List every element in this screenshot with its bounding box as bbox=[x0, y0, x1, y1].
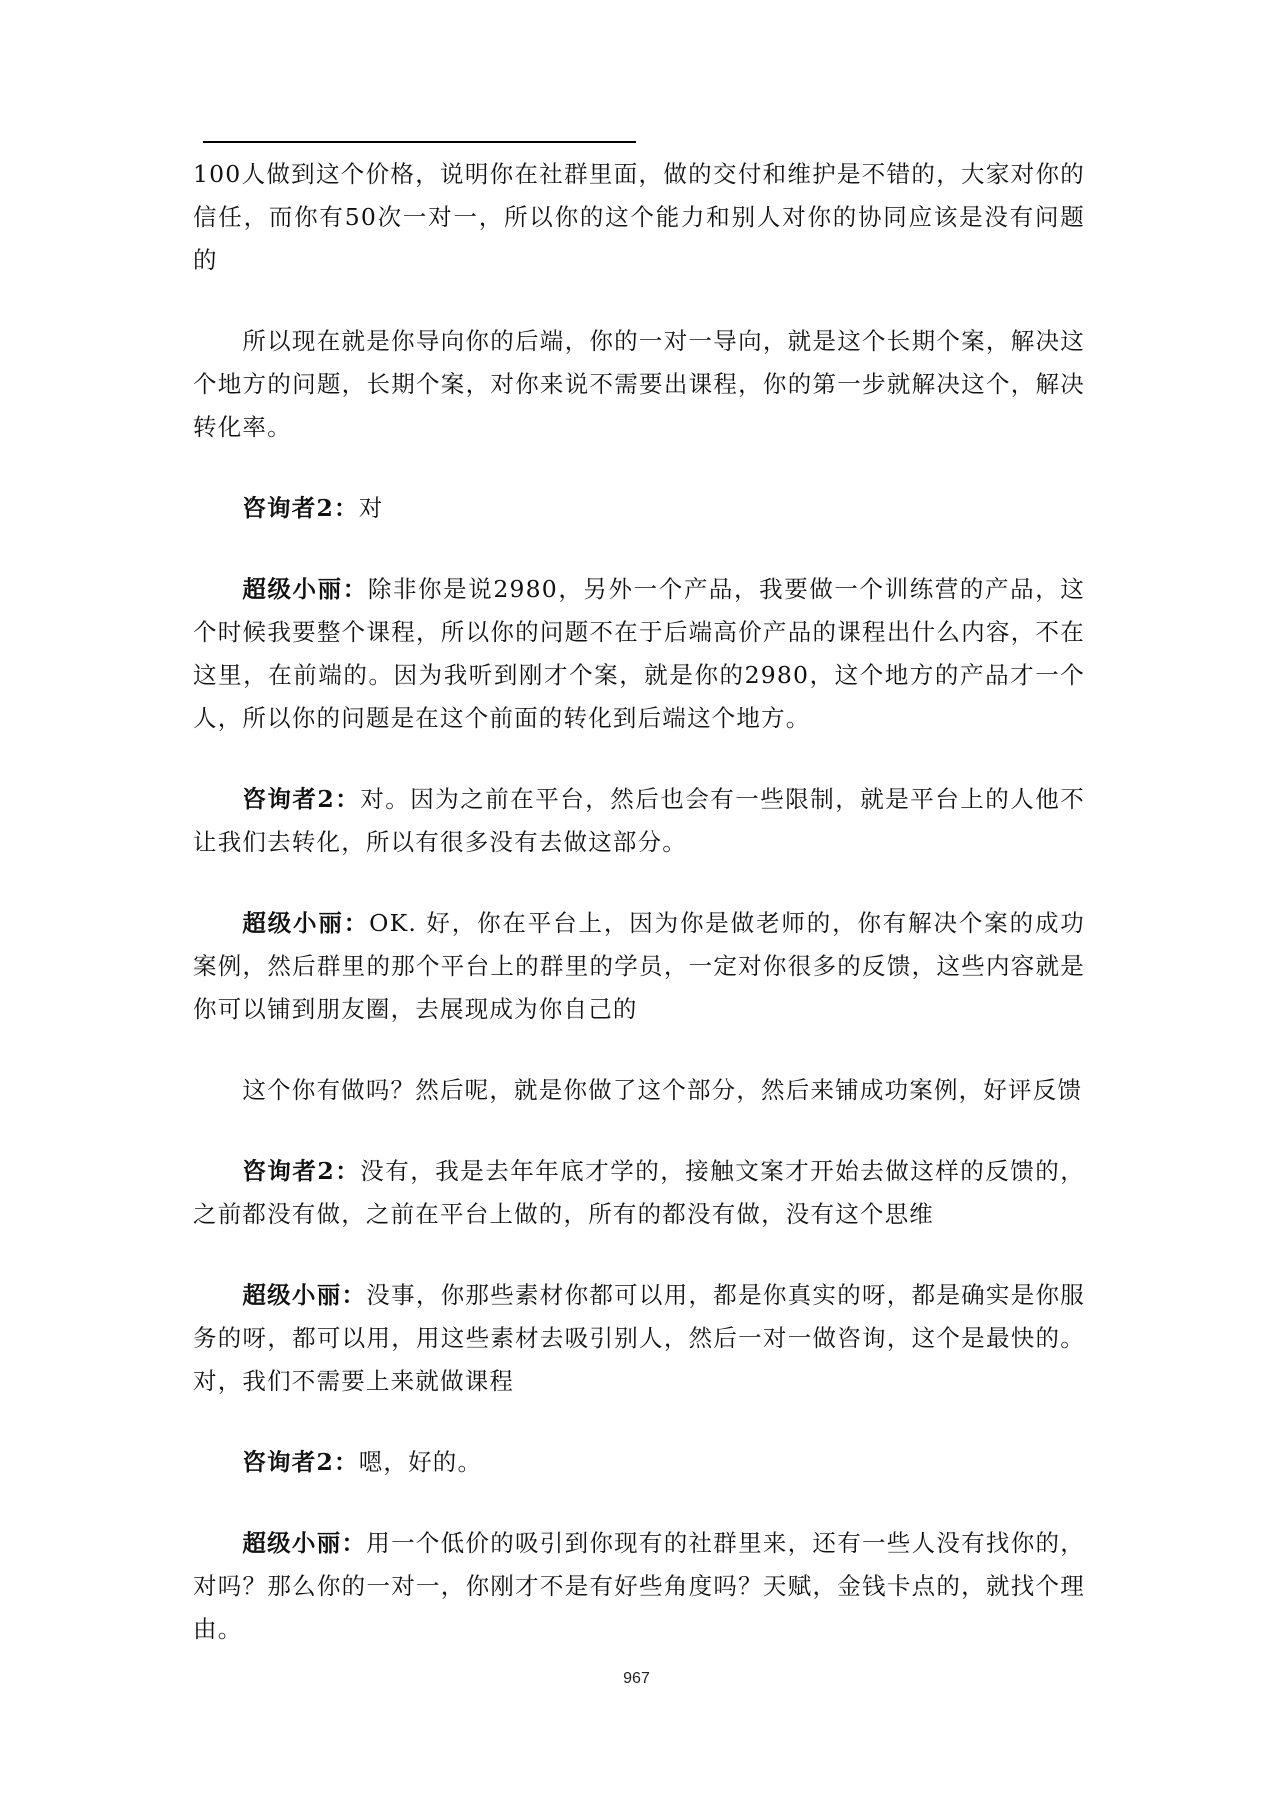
paragraph-text: 用一个低价的吸引到你现有的社群里来，还有一些人没有找你的，对吗？那么你的一对一，你刚才不是有好些角度吗？天赋，金钱卡点的，就找个理由。 bbox=[193, 1529, 1085, 1643]
paragraph-4 bbox=[193, 568, 1085, 740]
header-rule bbox=[203, 141, 636, 143]
paragraph-text: 对。因为之前在平台，然后也会有一些限制，就是平台上的人他不让我们去转化，所以有很多没有去做这部分。 bbox=[193, 785, 1085, 856]
speaker-label: 超级小丽： bbox=[242, 909, 370, 937]
paragraph-text: 对 bbox=[358, 494, 384, 522]
speaker-label: 咨询者2： bbox=[242, 1157, 361, 1185]
paragraph-5 bbox=[193, 778, 1085, 864]
speaker-label: 咨询者2： bbox=[242, 785, 361, 813]
paragraph-text: 嗯，好的。 bbox=[358, 1448, 483, 1476]
paragraph-1 bbox=[193, 153, 1085, 282]
paragraph-9 bbox=[193, 1274, 1085, 1403]
paragraph-8 bbox=[193, 1150, 1085, 1236]
paragraph-text: 这个你有做吗？然后呢，就是你做了这个部分，然后来铺成功案例，好评反馈 bbox=[242, 1076, 1083, 1104]
body-text bbox=[193, 153, 1085, 1689]
paragraph-11 bbox=[193, 1522, 1085, 1651]
paragraph-text: 100人做到这个价格，说明你在社群里面，做的交付和维护是不错的，大家对你的信任，而你有50次一对一，所以你的这个能力和别人对你的协同应该是没有问题的 bbox=[193, 160, 1085, 274]
paragraph-text: OK. 好，你在平台上，因为你是做老师的，你有解决个案的成功案例，然后群里的那个平台上的群里的学员，一定对你很多的反馈，这些内容就是你可以铺到朋友圈，去展现成为你自己的 bbox=[193, 909, 1086, 1023]
paragraph-2 bbox=[193, 320, 1085, 449]
speaker-label: 咨询者2： bbox=[242, 1448, 359, 1476]
paragraph-text: 没有，我是去年年底才学的，接触文案才开始去做这样的反馈的，之前都没有做，之前在平台上做的，所有的都没有做，没有这个思维 bbox=[193, 1157, 1085, 1228]
page-number: 967 bbox=[623, 1670, 650, 1687]
speaker-label: 超级小丽： bbox=[242, 1281, 367, 1309]
paragraph-10 bbox=[193, 1441, 1085, 1484]
speaker-label: 咨询者2： bbox=[242, 494, 359, 522]
paragraph-3 bbox=[193, 487, 1085, 530]
paragraph-text: 所以现在就是你导向你的后端，你的一对一导向，就是这个长期个案，解决这个地方的问题，长期个案，对你来说不需要出课程，你的第一步就解决这个，解决转化率。 bbox=[193, 327, 1085, 441]
speaker-label: 超级小丽： bbox=[242, 1529, 367, 1557]
paragraph-6 bbox=[193, 902, 1085, 1031]
paragraph-text: 没事，你那些素材你都可以用，都是你真实的呀，都是确实是你服务的呀，都可以用，用这些素材去吸引别人，然后一对一做咨询，这个是最快的。对，我们不需要上来就做课程 bbox=[193, 1281, 1085, 1395]
paragraph-text: 除非你是说2980，另外一个产品，我要做一个训练营的产品，这个时候我要整个课程，所以你的问题不在于后端高价产品的课程出什么内容，不在这里，在前端的。因为我听到刚才个案，就是你的2980，这个地方的产品才一个人，所以你的问题是在这个前面的转化到后端这个地方。 bbox=[193, 575, 1086, 732]
speaker-label: 超级小丽： bbox=[242, 575, 368, 603]
paragraph-7 bbox=[193, 1069, 1085, 1112]
